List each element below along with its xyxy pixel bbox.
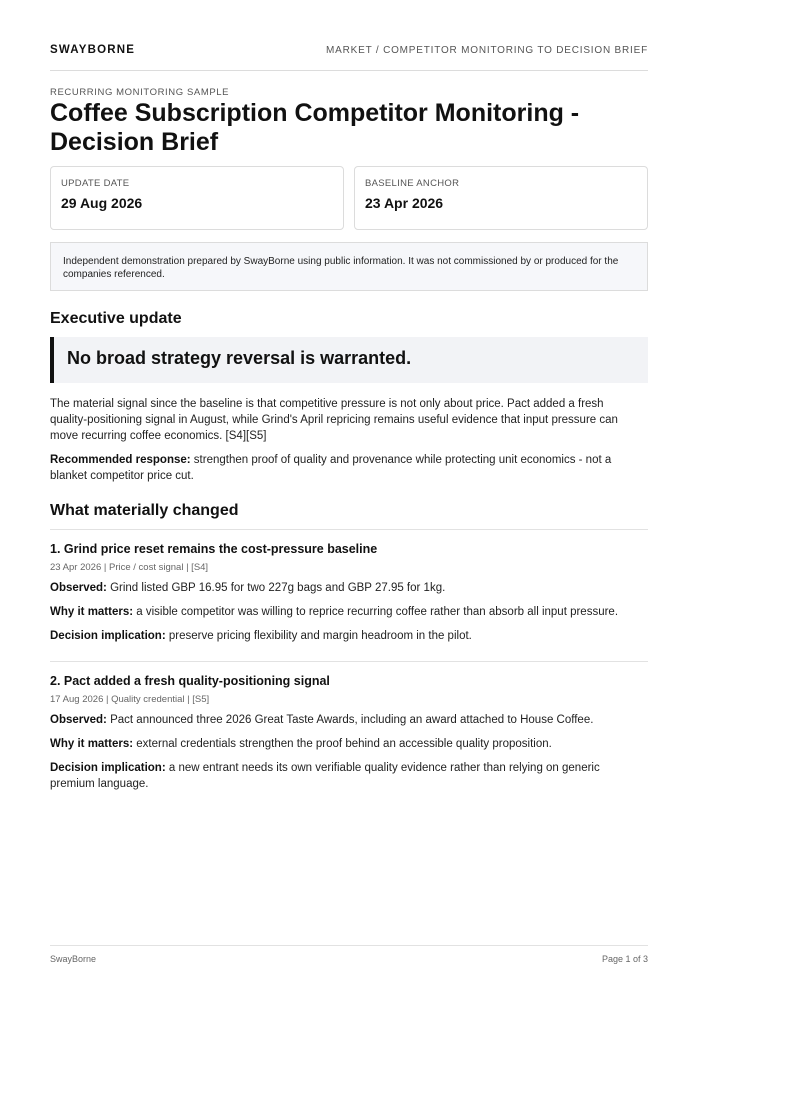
why-text: a visible competitor was willing to reprice recurring coffee rather than absorb all input pressure. — [133, 606, 619, 618]
decision-text: preserve pricing flexibility and margin headroom in the pilot. — [165, 630, 472, 642]
change-item-meta: 17 Aug 2026 | Quality credential | [S5] — [50, 694, 210, 705]
executive-update-heading: Executive update — [50, 310, 182, 327]
observed-label: Observed: — [50, 582, 107, 594]
update-date-label: UPDATE DATE — [61, 178, 130, 189]
observed-label: Observed: — [50, 714, 107, 726]
page-footer — [50, 945, 648, 966]
why-label: Why it matters: — [50, 606, 134, 618]
change-item-why — [50, 604, 640, 620]
decision-label: Decision implication: — [50, 630, 166, 642]
change-item-decision — [50, 628, 640, 644]
change-item-observed — [50, 712, 640, 728]
baseline-anchor-label: BASELINE ANCHOR — [365, 178, 460, 189]
change-item-why — [50, 736, 640, 752]
item-divider — [50, 661, 648, 662]
page-number: Page 1 of 3 — [601, 954, 648, 964]
executive-callout: No broad strategy reversal is warranted. — [50, 337, 648, 383]
breadcrumb: MARKET / COMPETITOR MONITORING TO DECISION BRIEF — [326, 45, 648, 56]
changes-heading: What materially changed — [50, 502, 239, 519]
observed-text: Grind listed GBP 16.95 for two 227g bags and GBP 27.95 for 1kg. — [106, 582, 446, 594]
why-label: Why it matters: — [50, 738, 134, 750]
executive-body: The material signal since the baseline is that competitive pressure is not only about price. Pact added a fresh quality-positioning signal in August, while Grind's April repricing remains useful evidence that input pressure can move recurring coffee economics. [S4][S5] — [50, 398, 618, 442]
footer-brand: SwayBorne — [50, 954, 97, 964]
disclaimer-box: Independent demonstration prepared by SwayBorne using public information. It was not commissioned by or produced for the companies referenced. — [50, 242, 648, 291]
change-item-decision — [50, 760, 640, 792]
recommended-response-label: Recommended response: — [50, 454, 191, 466]
change-item-observed — [50, 580, 640, 596]
decision-text: a new entrant needs its own verifiable quality evidence rather than relying on generic premium language. — [50, 762, 600, 790]
page-header — [50, 44, 648, 71]
decision-label: Decision implication: — [50, 762, 166, 774]
baseline-anchor-value: 23 Apr 2026 — [365, 195, 444, 211]
baseline-anchor-card — [354, 166, 648, 230]
update-date-card — [50, 166, 344, 230]
observed-text: Pact announced three 2026 Great Taste Awards, including an award attached to House Coffee. — [106, 714, 594, 726]
document-eyebrow: RECURRING MONITORING SAMPLE — [50, 87, 230, 98]
update-date-value: 29 Aug 2026 — [61, 195, 143, 211]
change-item-meta: 23 Apr 2026 | Price / cost signal | [S4] — [50, 562, 209, 573]
brand-logo-text: SWAYBORNE — [50, 44, 136, 56]
section-divider — [50, 529, 648, 530]
change-item-title: 1. Grind price reset remains the cost-pressure baseline — [50, 542, 378, 556]
recommended-response-text: strengthen proof of quality and provenance while protecting unit economics - not a blanket competitor price cut. — [50, 454, 612, 482]
recommended-response — [50, 452, 640, 484]
page-title: Coffee Subscription Competitor Monitoring - Decision Brief — [50, 99, 580, 156]
change-item-title: 2. Pact added a fresh quality-positioning signal — [50, 674, 330, 688]
why-text: external credentials strengthen the proof behind an accessible quality proposition. — [133, 738, 552, 750]
